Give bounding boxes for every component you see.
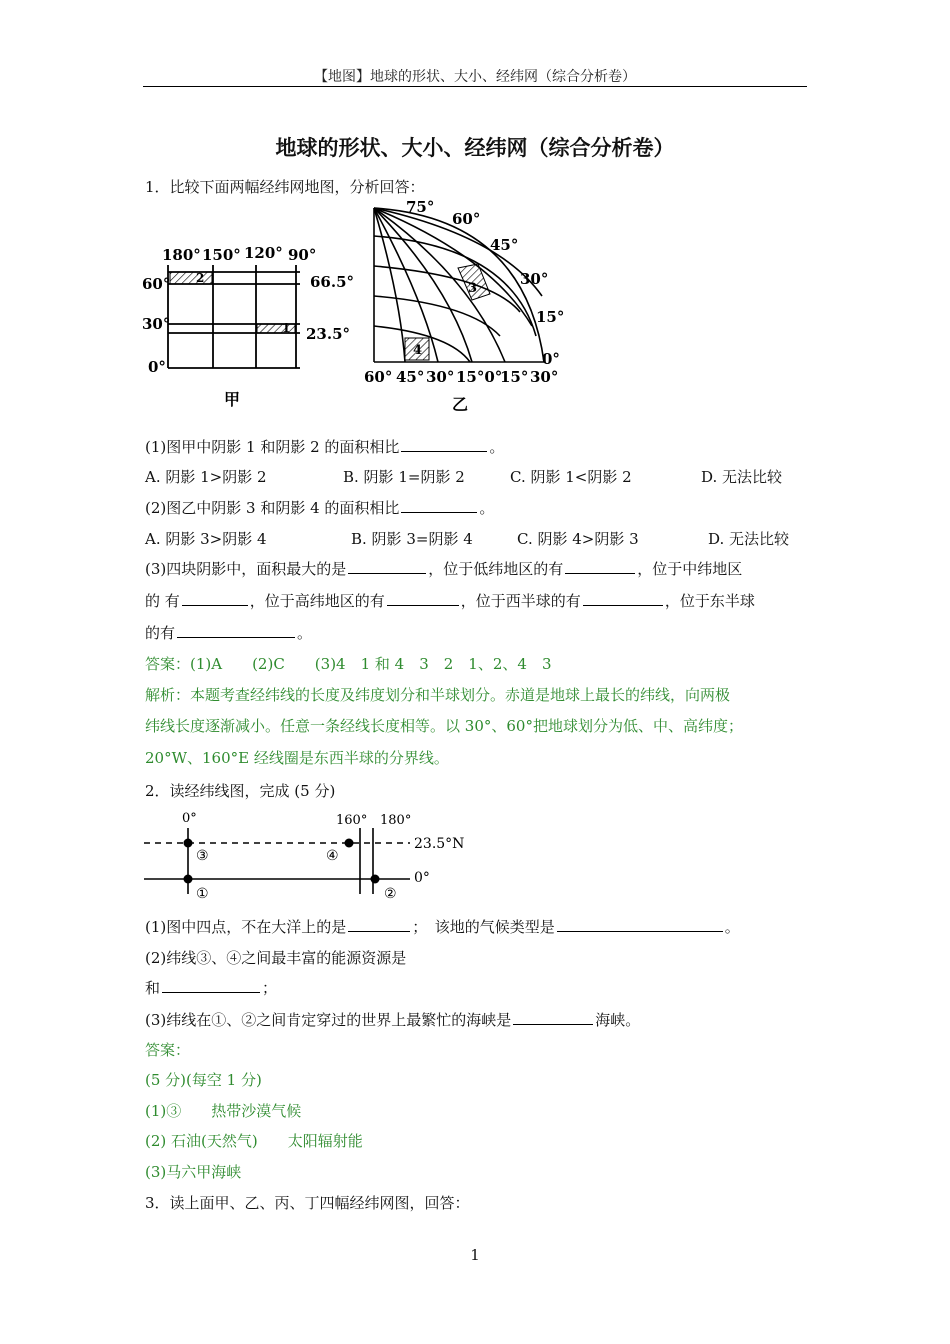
q1-part3-text-b: ，位于低纬地区的有 <box>428 560 564 578</box>
q1-part1-option-a[interactable]: A. 阴影 1>阴影 2 <box>145 468 267 486</box>
q2-part1-text-b: ； 该地的气候类型是 <box>412 918 555 936</box>
q2-point-1 <box>184 875 193 884</box>
q2-part3-blank[interactable] <box>513 1009 593 1025</box>
q1-part3-line1 <box>145 558 742 579</box>
q1-part2-option-c[interactable]: C. 阴影 4>阴影 3 <box>517 530 639 548</box>
yi-lat-15: 15° <box>536 308 565 326</box>
page-title: 地球的形状、大小、经纬网（综合分析卷） <box>275 135 675 160</box>
q1-part3-blank-largest[interactable] <box>348 558 426 574</box>
q1-part3-line2 <box>145 590 755 611</box>
yi-shade-label-3: 3 <box>468 281 478 296</box>
q1-part3-text-h: 的有 <box>145 624 176 642</box>
q2-stem: 2．读经纬线图，完成 (5 分) <box>145 782 336 800</box>
jia-shade-label-2: 2 <box>196 271 205 285</box>
yi-lon-60: 60° <box>364 368 393 386</box>
q1-part1-option-b[interactable]: B. 阴影 1=阴影 2 <box>343 468 465 486</box>
yi-lon-30: 30° <box>426 368 455 386</box>
jia-lon-120: 120° <box>244 244 283 262</box>
q1-part1 <box>145 436 504 457</box>
q1-part3-blank-mid[interactable] <box>182 590 248 606</box>
jia-lon-90: 90° <box>288 246 317 264</box>
q1-part1-end: 。 <box>489 438 505 456</box>
figure-jia <box>140 240 360 420</box>
yi-lat-75: 75° <box>406 198 435 216</box>
q2-answer-line4: (3)马六甲海峡 <box>145 1163 242 1181</box>
q1-part3-text-e: ，位于高纬地区的有 <box>249 592 385 610</box>
q2-part2-line1: (2)纬线③、④之间最丰富的能源资源是 <box>145 949 407 967</box>
q2-part2-line2 <box>145 977 277 998</box>
q1-part3-end: 。 <box>297 624 313 642</box>
jia-lon-180: 180° <box>162 246 201 264</box>
q2-figure <box>140 806 500 906</box>
q3-stem: 3．读上面甲、乙、丙、丁四幅经纬网图，回答： <box>145 1194 470 1212</box>
yi-lat-45: 45° <box>490 236 519 254</box>
q2-lat-0: 0° <box>414 870 430 886</box>
q1-part2-options <box>145 528 825 548</box>
q2-part2-end: ； <box>262 979 278 997</box>
yi-lat-0: 0° <box>542 350 560 368</box>
q1-part3-text-d: 的 有 <box>145 592 180 610</box>
q2-point-3 <box>184 839 193 848</box>
q1-part1-text: (1)图甲中阴影 1 和阴影 2 的面积相比 <box>145 438 400 456</box>
q1-part3-blank-east[interactable] <box>177 622 295 638</box>
q2-answer-line3: (2) 石油(天然气) 太阳辐射能 <box>145 1132 363 1150</box>
jia-lon-150: 150° <box>202 246 241 264</box>
q2-part1-text-a: (1)图中四点，不在大洋上的是 <box>145 918 347 936</box>
q2-answer-line2: (1)③ 热带沙漠气候 <box>145 1102 302 1120</box>
q1-part3-line3 <box>145 622 312 643</box>
q1-part2-blank[interactable] <box>401 497 477 513</box>
q2-part3-end: 海峡。 <box>595 1011 641 1029</box>
q2-grid <box>144 828 410 894</box>
q2-lat-23: 23.5°N <box>414 836 465 852</box>
q2-part2-blank[interactable] <box>162 977 260 993</box>
q2-part1 <box>145 916 740 937</box>
yi-grid <box>374 208 544 362</box>
q2-part2-text-b: 和 <box>145 979 161 997</box>
q1-part2-option-b[interactable]: B. 阴影 3=阴影 4 <box>351 530 473 548</box>
q2-label-1: ① <box>196 886 209 902</box>
q2-point-4 <box>345 839 354 848</box>
yi-shade-label-4: 4 <box>413 343 423 358</box>
jia-lat-66: 66.5° <box>310 273 355 291</box>
q1-part1-options <box>145 466 825 486</box>
yi-lon-15e: 15° <box>500 368 529 386</box>
q2-part1-blank-climate[interactable] <box>557 916 723 932</box>
q1-answer: 答案：(1)A (2)C (3)4 1 和 4 3 2 1、2、4 3 <box>145 655 552 673</box>
q1-part2-option-d[interactable]: D. 无法比较 <box>708 530 790 548</box>
q2-label-3: ③ <box>196 848 209 864</box>
q1-part1-blank[interactable] <box>401 436 487 452</box>
q1-analysis-line1: 解析：本题考查经纬线的长度及纬度划分和半球划分。赤道是地球上最长的纬线，向两极 <box>145 686 731 704</box>
q2-part3-text-a: (3)纬线在①、②之间肯定穿过的世界上最繁忙的海峡是 <box>145 1011 512 1029</box>
q1-part3-text-c: ，位于中纬地区 <box>637 560 743 578</box>
q2-label-2: ② <box>384 886 397 902</box>
q2-part1-blank-point[interactable] <box>348 916 410 932</box>
q2-part1-end: 。 <box>724 918 740 936</box>
yi-lon-45: 45° <box>396 368 425 386</box>
q1-part3-blank-high[interactable] <box>387 590 459 606</box>
jia-caption: 甲 <box>224 390 241 409</box>
figure-yi <box>360 196 570 418</box>
q2-answer-label: 答案： <box>145 1041 191 1059</box>
q2-point-2 <box>371 875 380 884</box>
jia-lat-23: 23.5° <box>306 325 351 343</box>
q1-part3-text-g: ，位于东半球 <box>664 592 755 610</box>
yi-caption: 乙 <box>452 395 469 414</box>
jia-lat-30: 30° <box>142 315 171 333</box>
q2-lon-180: 180° <box>380 813 412 828</box>
q1-part3-blank-low[interactable] <box>565 558 635 574</box>
yi-lat-60: 60° <box>452 210 481 228</box>
q1-part1-option-d[interactable]: D. 无法比较 <box>701 468 783 486</box>
q1-analysis-line2: 纬线长度逐渐减小。任意一条经线长度相等。以 30°、60°把地球划分为低、中、高纬度； <box>145 717 743 735</box>
q1-part2 <box>145 497 494 518</box>
q1-part1-option-c[interactable]: C. 阴影 1<阴影 2 <box>510 468 632 486</box>
jia-lat-0: 0° <box>148 358 166 376</box>
q2-answer-line1: (5 分)(每空 1 分) <box>145 1071 262 1089</box>
q1-part3-text-a: (3)四块阴影中，面积最大的是 <box>145 560 347 578</box>
yi-lon-30e: 30° <box>530 368 559 386</box>
yi-lon-15-0: 15°0° <box>456 368 503 386</box>
page-number: 1 <box>470 1246 480 1264</box>
jia-lat-60: 60° <box>142 275 171 293</box>
q1-part2-end: 。 <box>479 499 495 517</box>
jia-shade-label-1: 1 <box>282 321 291 335</box>
yi-lat-30: 30° <box>520 270 549 288</box>
jia-shade-2 <box>170 272 212 284</box>
q2-label-4: ④ <box>326 848 339 864</box>
page-header: 【地图】地球的形状、大小、经纬网（综合分析卷） <box>314 69 636 85</box>
q2-lon-160: 160° <box>336 813 368 828</box>
q2-lon-0: 0° <box>182 811 197 826</box>
q1-part2-text: (2)图乙中阴影 3 和阴影 4 的面积相比 <box>145 499 400 517</box>
header-rule <box>143 86 807 87</box>
q2-part3 <box>145 1009 640 1030</box>
q1-stem: 1．比较下面两幅经纬网地图，分析回答： <box>145 178 425 196</box>
q1-analysis-line3: 20°W、160°E 经线圈是东西半球的分界线。 <box>145 749 449 767</box>
q1-part3-blank-west[interactable] <box>583 590 663 606</box>
q1-part2-option-a[interactable]: A. 阴影 3>阴影 4 <box>145 530 267 548</box>
q1-part3-text-f: ，位于西半球的有 <box>460 592 581 610</box>
